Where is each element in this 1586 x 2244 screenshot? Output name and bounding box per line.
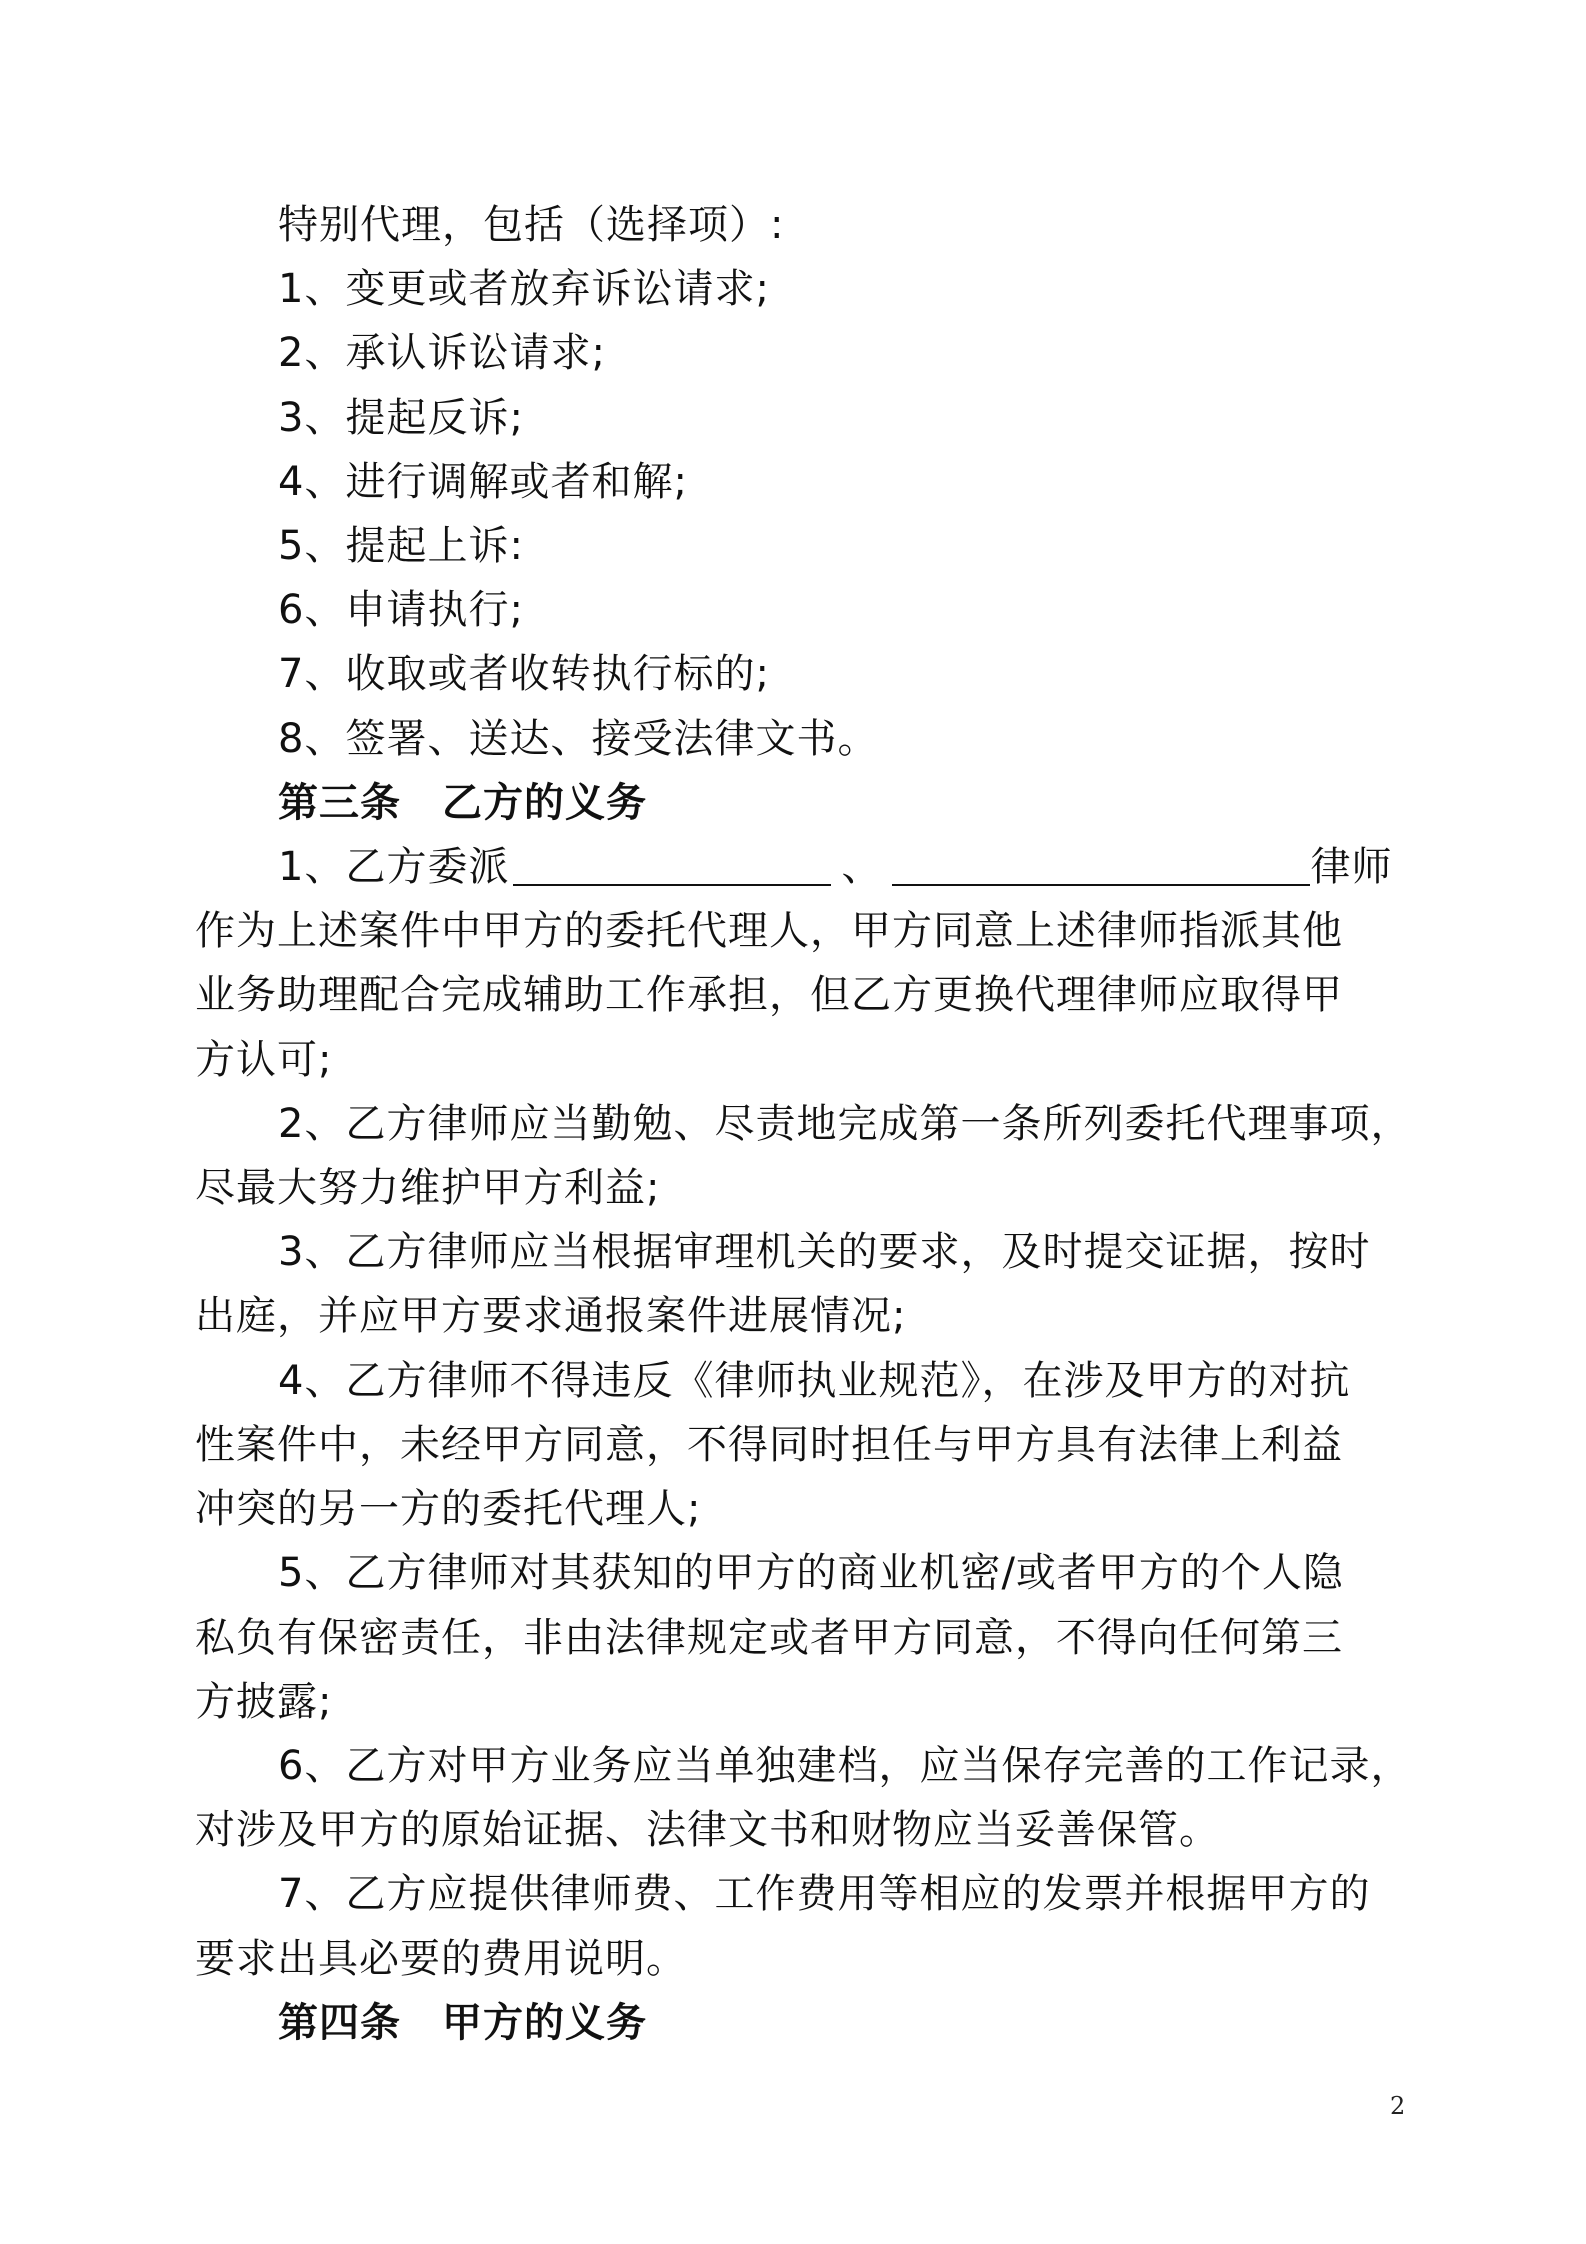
duty-4-line: 4、乙方律师不得违反《律师执业规范》，在涉及甲方的对抗 [278, 1358, 1351, 1404]
duty-1-first-line [278, 835, 1408, 899]
special-item: 4、进行调解或者和解; [278, 459, 688, 505]
duty-1-line: 业务助理配合完成辅助工作承担，但乙方更换代理律师应取得甲 [195, 972, 1343, 1018]
duty-6-line: 6、乙方对甲方业务应当单独建档，应当保存完善的工作记录， [278, 1743, 1412, 1789]
lawyer-name-blank-1 [513, 840, 831, 886]
special-item: 3、提起反诉; [278, 395, 524, 441]
duty-1-line: 作为上述案件中甲方的委托代理人，甲方同意上述律师指派其他 [195, 908, 1343, 954]
duty-5-line: 方披露; [195, 1679, 333, 1725]
page-number: 2 [1390, 2092, 1406, 2120]
special-item: 1、变更或者放弃诉讼请求; [278, 266, 770, 312]
article-4-heading: 第四条 甲方的义务 [278, 2000, 647, 2046]
duty-7-line: 7、乙方应提供律师费、工作费用等相应的发票并根据甲方的 [278, 1871, 1371, 1917]
duty-5-line: 私负有保密责任，非由法律规定或者甲方同意，不得向任何第三 [195, 1615, 1343, 1661]
duty-2-line: 尽最大努力维护甲方利益; [195, 1165, 661, 1211]
special-item: 6、申请执行; [278, 587, 524, 633]
lawyer-name-blank-2 [892, 840, 1310, 886]
special-agency-title: 特别代理，包括（选择项）: [278, 202, 785, 248]
article-3-heading: 第三条 乙方的义务 [278, 780, 647, 826]
duty-7-line: 要求出具必要的费用说明。 [195, 1936, 687, 1982]
special-item: 8、签署、送达、接受法律文书。 [278, 716, 879, 762]
duty-4-line: 冲突的另一方的委托代理人; [195, 1486, 702, 1532]
duty-3-line: 出庭，并应甲方要求通报案件进展情况; [195, 1293, 907, 1339]
special-item: 2、承认诉讼请求; [278, 330, 606, 376]
duty-5-line: 5、乙方律师对其获知的甲方的商业机密/或者甲方的个人隐 [278, 1550, 1344, 1596]
duty-3-line: 3、乙方律师应当根据审理机关的要求，及时提交证据，按时 [278, 1229, 1371, 1275]
special-item: 5、提起上诉: [278, 523, 524, 569]
duty-1-suffix: 律师 [1310, 844, 1393, 890]
duty-1-separator: 、 [841, 844, 883, 890]
duty-2-line: 2、乙方律师应当勤勉、尽责地完成第一条所列委托代理事项， [278, 1101, 1412, 1147]
duty-4-line: 性案件中，未经甲方同意，不得同时担任与甲方具有法律上利益 [195, 1422, 1343, 1468]
duty-1-prefix: 1、乙方委派 [278, 844, 510, 890]
duty-6-line: 对涉及甲方的原始证据、法律文书和财物应当妥善保管。 [195, 1807, 1220, 1853]
duty-1-line: 方认可; [195, 1037, 333, 1083]
special-item: 7、收取或者收转执行标的; [278, 651, 770, 697]
